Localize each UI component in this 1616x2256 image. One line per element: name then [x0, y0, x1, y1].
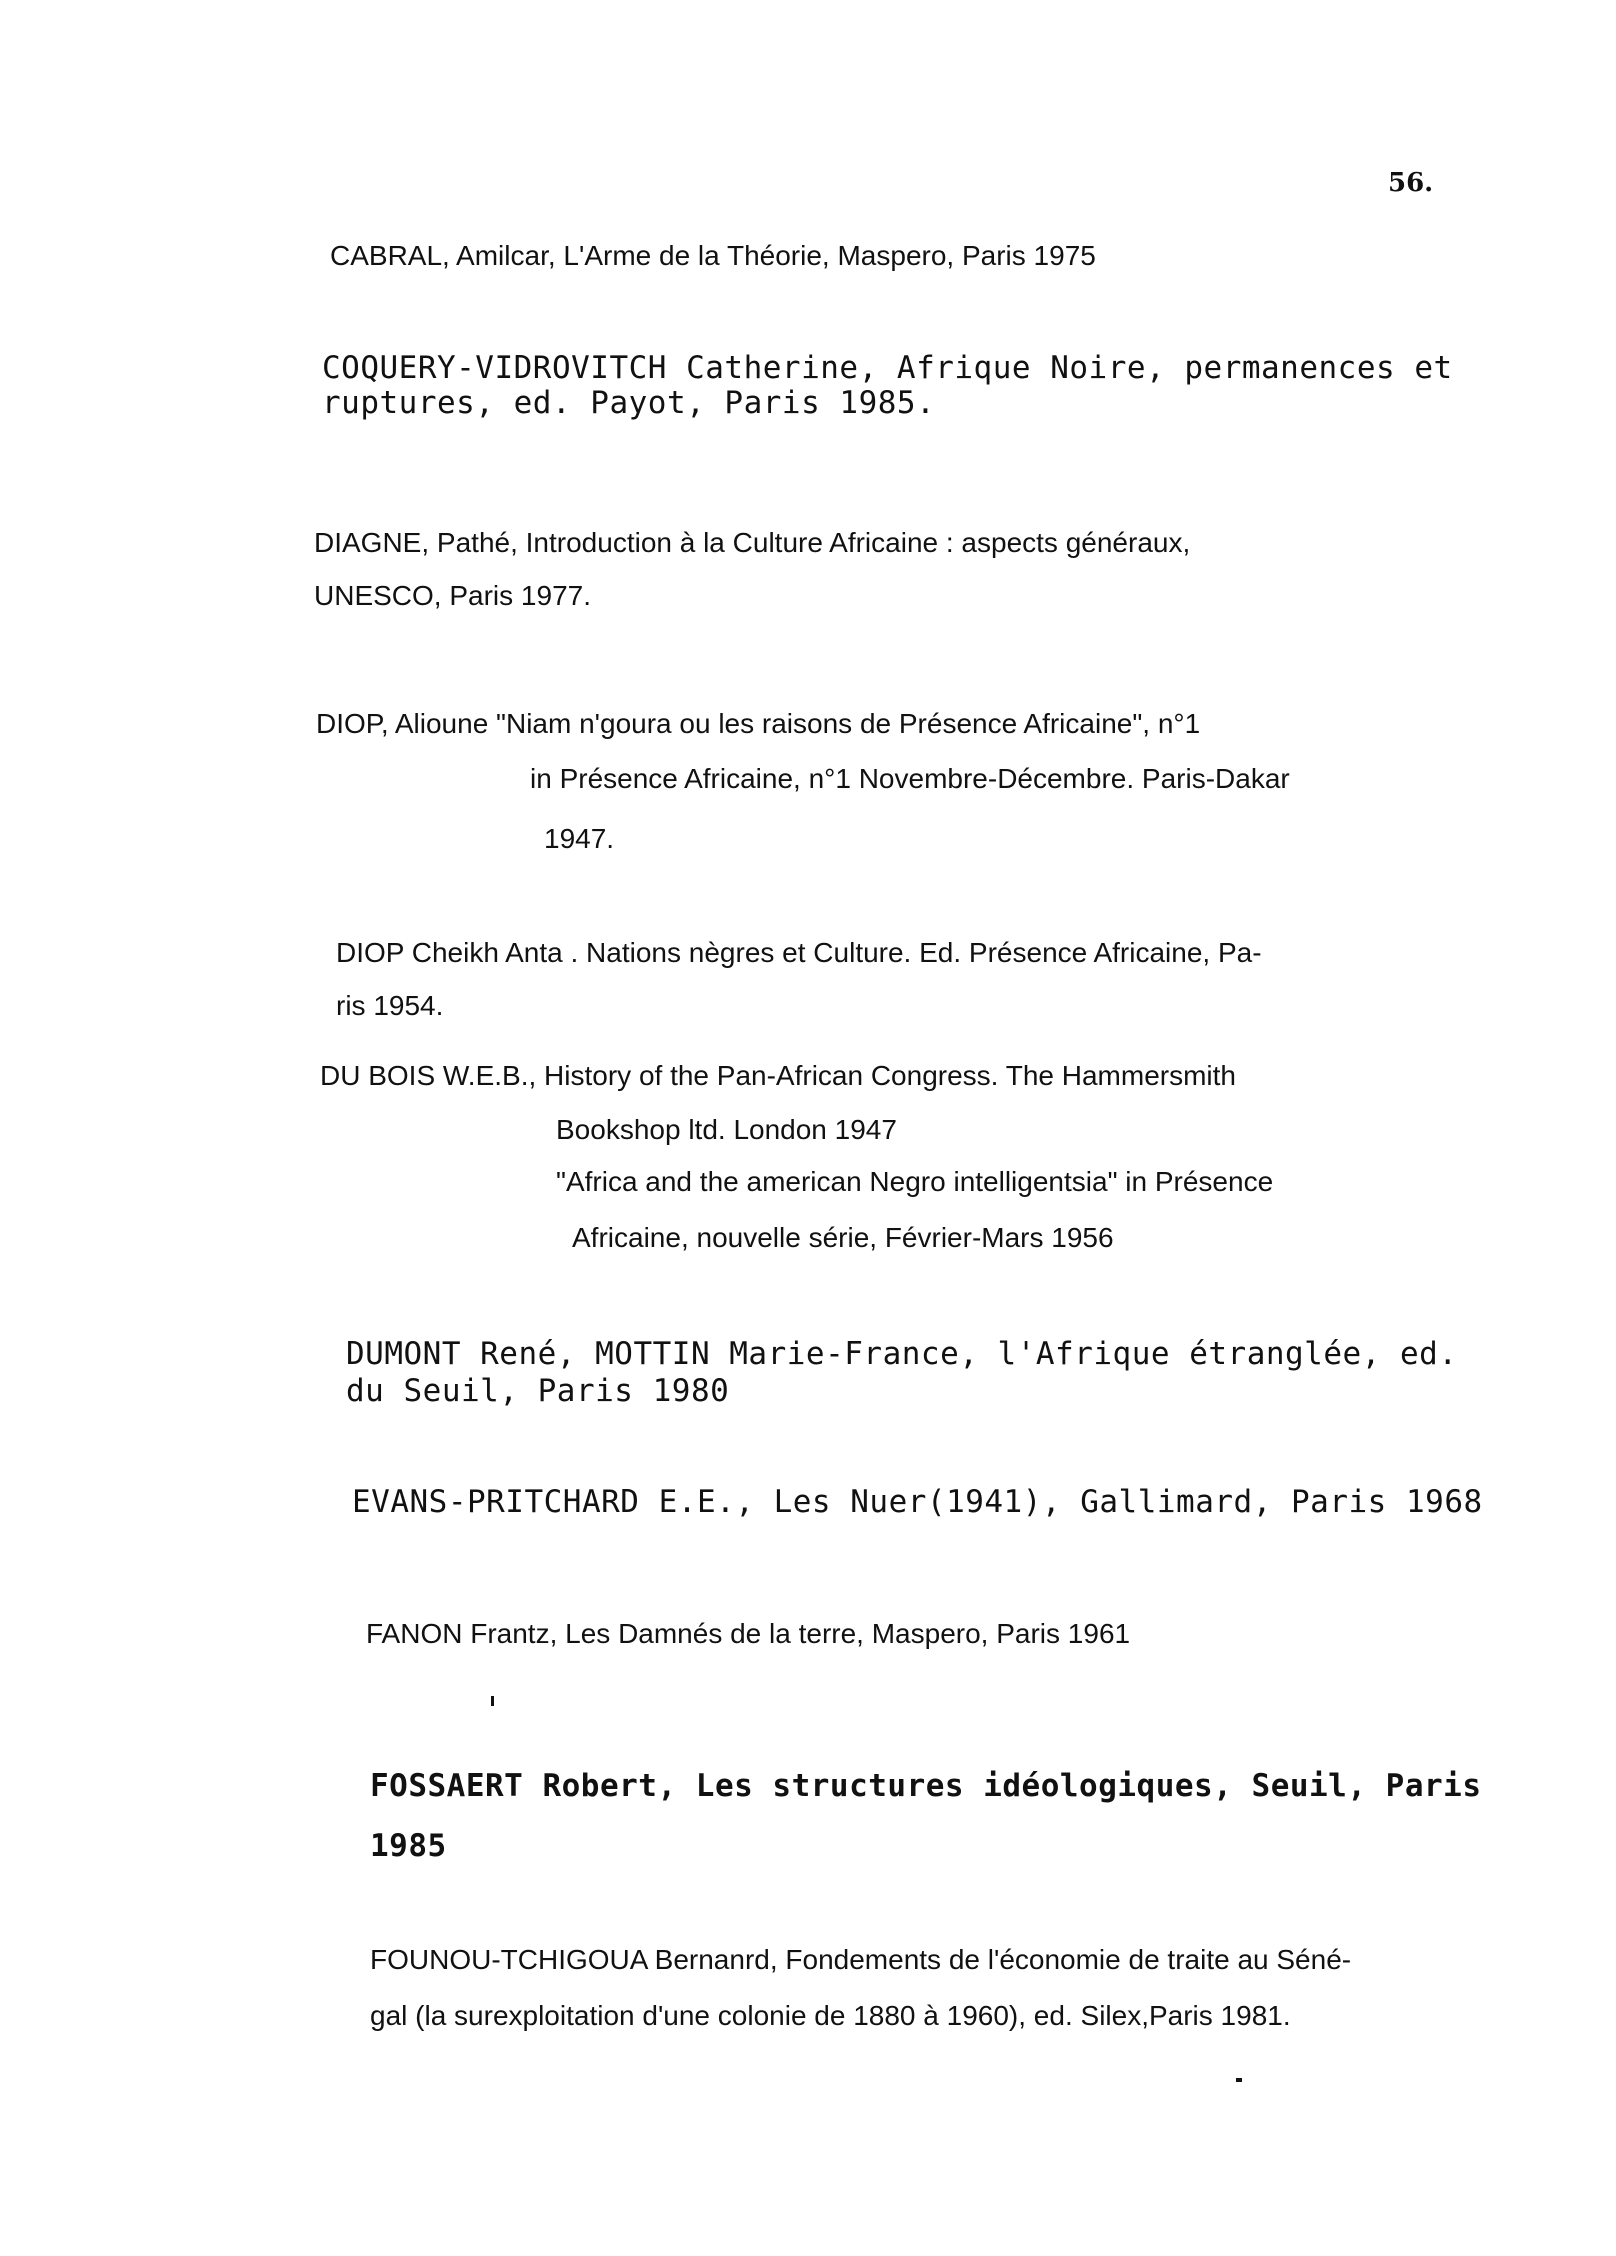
entry-diop-alioune-line-3: 1947.	[544, 823, 615, 854]
entry-dubois-line-4: Africaine, nouvelle série, Février-Mars 1956	[572, 1222, 1114, 1253]
entry-dubois-line-3: "Africa and the american Negro intelligentsia" in Présence	[556, 1166, 1274, 1197]
stray-mark	[1236, 2078, 1242, 2082]
entry-coquery-line-2: ruptures, ed. Payot, Paris 1985.	[322, 385, 936, 421]
entry-founou-line-2: gal (la surexploitation d'une colonie de 1880 à 1960), ed. Silex,Paris 1981.	[370, 2000, 1291, 2031]
entry-fanon-line-1: FANON Frantz, Les Damnés de la terre, Maspero, Paris 1961	[366, 1618, 1131, 1649]
entry-dubois-line-2: Bookshop ltd. London 1947	[556, 1114, 897, 1145]
entry-diop-cheikh-line-1: DIOP Cheikh Anta . Nations nègres et Culture. Ed. Présence Africaine, Pa-	[336, 937, 1262, 968]
entry-founou-line-1: FOUNOU-TCHIGOUA Bernanrd, Fondements de l'économie de traite au Séné-	[370, 1944, 1352, 1975]
entry-diop-alioune-line-2: in Présence Africaine, n°1 Novembre-Décembre. Paris-Dakar	[530, 763, 1290, 794]
entry-dumont-line-1: DUMONT René, MOTTIN Marie-France, l'Afrique étranglée, ed.	[346, 1336, 1458, 1372]
entry-fossaert-line-2: 1985	[370, 1828, 447, 1864]
entry-coquery-line-1: COQUERY-VIDROVITCH Catherine, Afrique Noire, permanences et	[322, 350, 1453, 386]
page-number: 56.	[1388, 168, 1434, 198]
entry-cabral-line-1: CABRAL, Amilcar, L'Arme de la Théorie, Maspero, Paris 1975	[330, 240, 1096, 271]
entry-diagne-line-2: UNESCO, Paris 1977.	[314, 580, 591, 611]
stray-mark	[491, 1696, 494, 1706]
entry-diop-alioune-line-1: DIOP, Alioune "Niam n'goura ou les raisons de Présence Africaine", n°1	[316, 708, 1201, 739]
entry-diop-cheikh-line-2: ris 1954.	[336, 990, 444, 1021]
entry-diagne-line-1: DIAGNE, Pathé, Introduction à la Culture Africaine : aspects généraux,	[314, 527, 1191, 558]
entry-evans-pritchard-line-1: EVANS-PRITCHARD E.E., Les Nuer(1941), Gallimard, Paris 1968	[352, 1484, 1483, 1520]
entry-dubois-line-1: DU BOIS W.E.B., History of the Pan-African Congress. The Hammersmith	[320, 1060, 1236, 1091]
entry-dumont-line-2: du Seuil, Paris 1980	[346, 1373, 730, 1409]
entry-fossaert-line-1: FOSSAERT Robert, Les structures idéologiques, Seuil, Paris	[370, 1768, 1482, 1804]
